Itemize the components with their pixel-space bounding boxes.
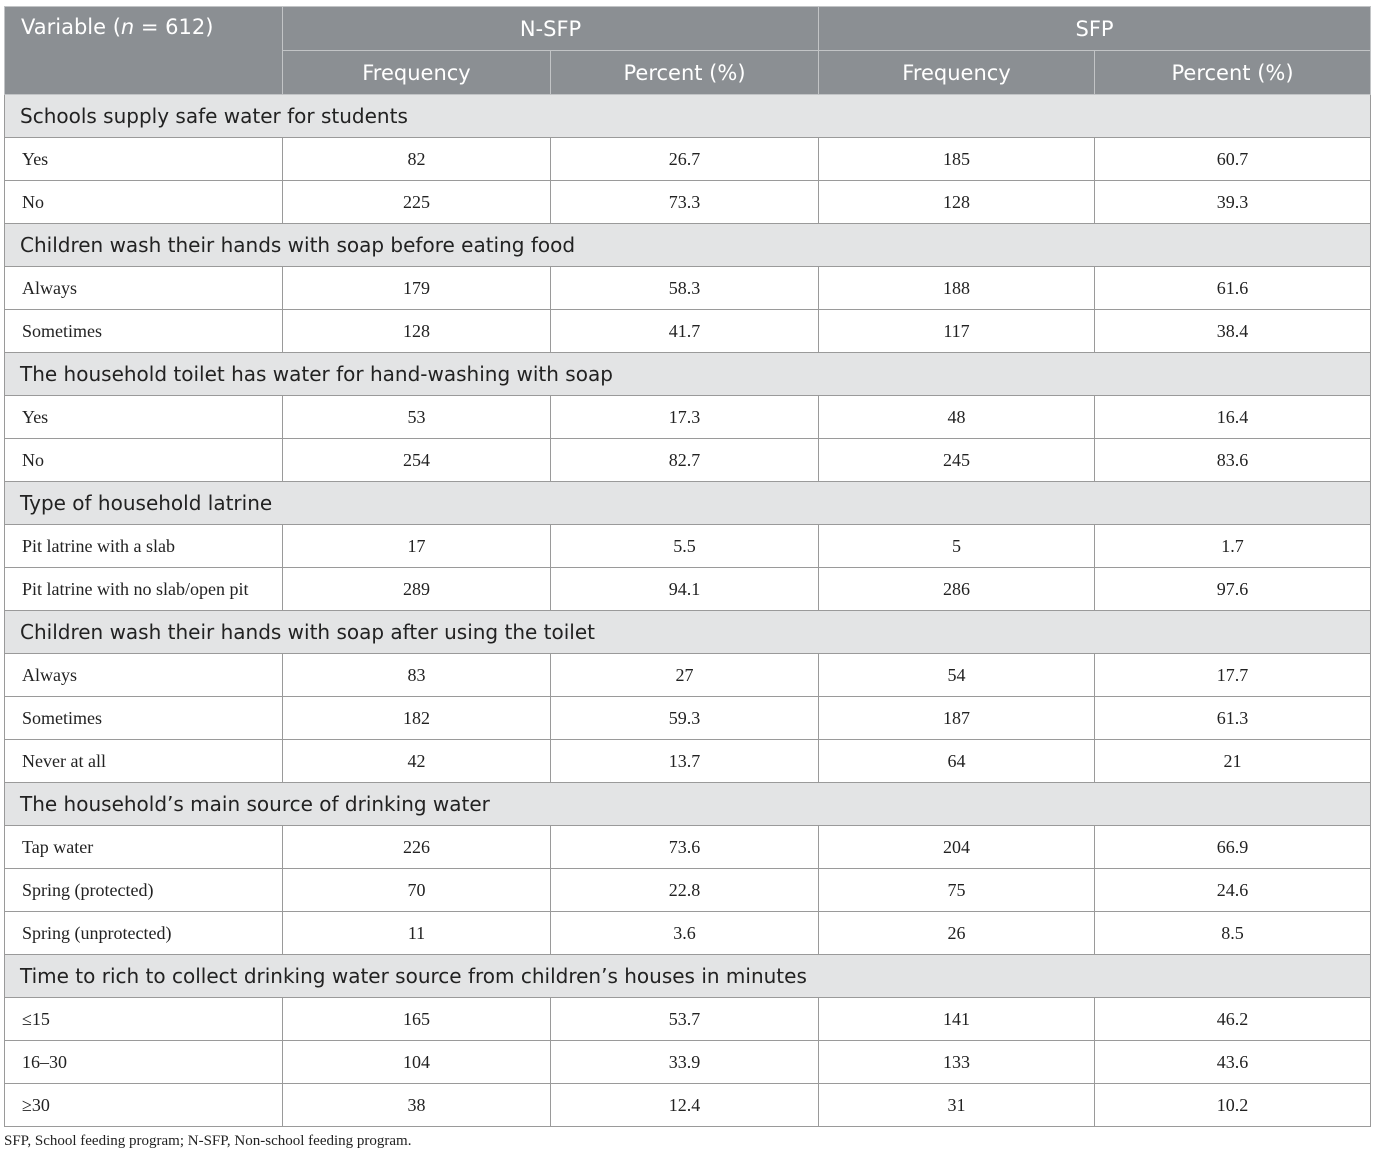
section-title: Schools supply safe water for students <box>5 95 1371 138</box>
section-row <box>5 783 1371 826</box>
row-label: Always <box>5 267 283 310</box>
nsfp-percent-cell: 27 <box>551 654 819 697</box>
row-label: Pit latrine with no slab/open pit <box>5 568 283 611</box>
nsfp-frequency-cell: 82 <box>283 138 551 181</box>
sfp-frequency-cell: 128 <box>819 181 1095 224</box>
sfp-frequency-cell: 31 <box>819 1084 1095 1127</box>
table-row <box>5 912 1371 955</box>
table-row <box>5 740 1371 783</box>
nsfp-frequency-cell: 42 <box>283 740 551 783</box>
section-title: Type of household latrine <box>5 482 1371 525</box>
variable-header <box>5 7 283 95</box>
sfp-percent-header: Percent (%) <box>1095 51 1371 95</box>
table-footnote: SFP, School feeding program; N-SFP, Non-school feeding program. <box>4 1133 412 1149</box>
nsfp-percent-cell: 73.6 <box>551 826 819 869</box>
sfp-frequency-cell: 141 <box>819 998 1095 1041</box>
table-row <box>5 267 1371 310</box>
row-label: ≤15 <box>5 998 283 1041</box>
section-title: The household toilet has water for hand-washing with soap <box>5 353 1371 396</box>
table-row <box>5 568 1371 611</box>
table-row <box>5 138 1371 181</box>
section-title: The household’s main source of drinking water <box>5 783 1371 826</box>
variable-n: n <box>120 15 135 39</box>
variable-prefix: Variable ( <box>21 15 121 39</box>
table-header <box>5 7 1371 95</box>
nsfp-percent-cell: 13.7 <box>551 740 819 783</box>
section-row <box>5 353 1371 396</box>
table-row <box>5 439 1371 482</box>
sfp-frequency-cell: 48 <box>819 396 1095 439</box>
section-title: Time to rich to collect drinking water source from children’s houses in minutes <box>5 955 1371 998</box>
nsfp-frequency-cell: 17 <box>283 525 551 568</box>
table-row <box>5 826 1371 869</box>
sfp-frequency-cell: 286 <box>819 568 1095 611</box>
sfp-percent-cell: 61.3 <box>1095 697 1371 740</box>
nsfp-frequency-cell: 179 <box>283 267 551 310</box>
sfp-percent-cell: 17.7 <box>1095 654 1371 697</box>
row-label: Sometimes <box>5 697 283 740</box>
nsfp-percent-cell: 22.8 <box>551 869 819 912</box>
table-row <box>5 525 1371 568</box>
nsfp-frequency-cell: 225 <box>283 181 551 224</box>
section-title: Children wash their hands with soap before eating food <box>5 224 1371 267</box>
nsfp-percent-cell: 41.7 <box>551 310 819 353</box>
table-row <box>5 869 1371 912</box>
nsfp-percent-cell: 94.1 <box>551 568 819 611</box>
sfp-percent-cell: 43.6 <box>1095 1041 1371 1084</box>
nsfp-percent-cell: 5.5 <box>551 525 819 568</box>
sfp-percent-cell: 61.6 <box>1095 267 1371 310</box>
nsfp-percent-cell: 3.6 <box>551 912 819 955</box>
row-label: Never at all <box>5 740 283 783</box>
sfp-percent-cell: 83.6 <box>1095 439 1371 482</box>
nsfp-percent-header: Percent (%) <box>551 51 819 95</box>
table-row <box>5 1041 1371 1084</box>
sfp-frequency-header: Frequency <box>819 51 1095 95</box>
row-label: Sometimes <box>5 310 283 353</box>
sfp-frequency-cell: 245 <box>819 439 1095 482</box>
nsfp-frequency-cell: 83 <box>283 654 551 697</box>
sfp-frequency-cell: 188 <box>819 267 1095 310</box>
table-body <box>5 95 1371 1127</box>
table-row <box>5 181 1371 224</box>
nsfp-frequency-cell: 182 <box>283 697 551 740</box>
sfp-percent-cell: 46.2 <box>1095 998 1371 1041</box>
row-label: No <box>5 181 283 224</box>
nsfp-percent-cell: 82.7 <box>551 439 819 482</box>
section-title: Children wash their hands with soap after using the toilet <box>5 611 1371 654</box>
table-row <box>5 310 1371 353</box>
table-row <box>5 1084 1371 1127</box>
sfp-percent-cell: 66.9 <box>1095 826 1371 869</box>
sfp-frequency-cell: 185 <box>819 138 1095 181</box>
nsfp-frequency-cell: 104 <box>283 1041 551 1084</box>
section-row <box>5 955 1371 998</box>
nsfp-frequency-cell: 226 <box>283 826 551 869</box>
sfp-percent-cell: 60.7 <box>1095 138 1371 181</box>
data-table <box>4 6 1371 1127</box>
nsfp-frequency-cell: 53 <box>283 396 551 439</box>
section-row <box>5 95 1371 138</box>
sfp-percent-cell: 1.7 <box>1095 525 1371 568</box>
sfp-frequency-cell: 133 <box>819 1041 1095 1084</box>
section-row <box>5 482 1371 525</box>
nsfp-percent-cell: 26.7 <box>551 138 819 181</box>
nsfp-frequency-cell: 128 <box>283 310 551 353</box>
table-row <box>5 697 1371 740</box>
nsfp-percent-cell: 59.3 <box>551 697 819 740</box>
group-header-sfp: SFP <box>819 7 1371 51</box>
sfp-frequency-cell: 5 <box>819 525 1095 568</box>
variable-suffix: = 612) <box>134 15 214 39</box>
nsfp-frequency-cell: 11 <box>283 912 551 955</box>
sfp-percent-cell: 38.4 <box>1095 310 1371 353</box>
sfp-percent-cell: 39.3 <box>1095 181 1371 224</box>
row-label: Yes <box>5 396 283 439</box>
nsfp-percent-cell: 73.3 <box>551 181 819 224</box>
row-label: No <box>5 439 283 482</box>
row-label: Spring (protected) <box>5 869 283 912</box>
table-row <box>5 998 1371 1041</box>
row-label: Pit latrine with a slab <box>5 525 283 568</box>
row-label: 16–30 <box>5 1041 283 1084</box>
nsfp-percent-cell: 17.3 <box>551 396 819 439</box>
sfp-percent-cell: 8.5 <box>1095 912 1371 955</box>
sfp-frequency-cell: 64 <box>819 740 1095 783</box>
group-header-nsfp: N-SFP <box>283 7 819 51</box>
nsfp-frequency-cell: 254 <box>283 439 551 482</box>
sfp-percent-cell: 10.2 <box>1095 1084 1371 1127</box>
section-row <box>5 611 1371 654</box>
nsfp-frequency-cell: 165 <box>283 998 551 1041</box>
sfp-frequency-cell: 117 <box>819 310 1095 353</box>
sfp-frequency-cell: 54 <box>819 654 1095 697</box>
sfp-percent-cell: 16.4 <box>1095 396 1371 439</box>
sfp-percent-cell: 97.6 <box>1095 568 1371 611</box>
sfp-frequency-cell: 75 <box>819 869 1095 912</box>
row-label: Tap water <box>5 826 283 869</box>
nsfp-frequency-cell: 70 <box>283 869 551 912</box>
nsfp-percent-cell: 33.9 <box>551 1041 819 1084</box>
sfp-frequency-cell: 204 <box>819 826 1095 869</box>
sfp-percent-cell: 21 <box>1095 740 1371 783</box>
nsfp-percent-cell: 12.4 <box>551 1084 819 1127</box>
nsfp-percent-cell: 58.3 <box>551 267 819 310</box>
section-row <box>5 224 1371 267</box>
table-row <box>5 654 1371 697</box>
row-label: ≥30 <box>5 1084 283 1127</box>
row-label: Yes <box>5 138 283 181</box>
sfp-percent-cell: 24.6 <box>1095 869 1371 912</box>
table-row <box>5 396 1371 439</box>
sfp-frequency-cell: 187 <box>819 697 1095 740</box>
nsfp-frequency-cell: 38 <box>283 1084 551 1127</box>
row-label: Spring (unprotected) <box>5 912 283 955</box>
data-table-container <box>4 6 1370 1127</box>
nsfp-frequency-header: Frequency <box>283 51 551 95</box>
row-label: Always <box>5 654 283 697</box>
nsfp-frequency-cell: 289 <box>283 568 551 611</box>
sfp-frequency-cell: 26 <box>819 912 1095 955</box>
nsfp-percent-cell: 53.7 <box>551 998 819 1041</box>
